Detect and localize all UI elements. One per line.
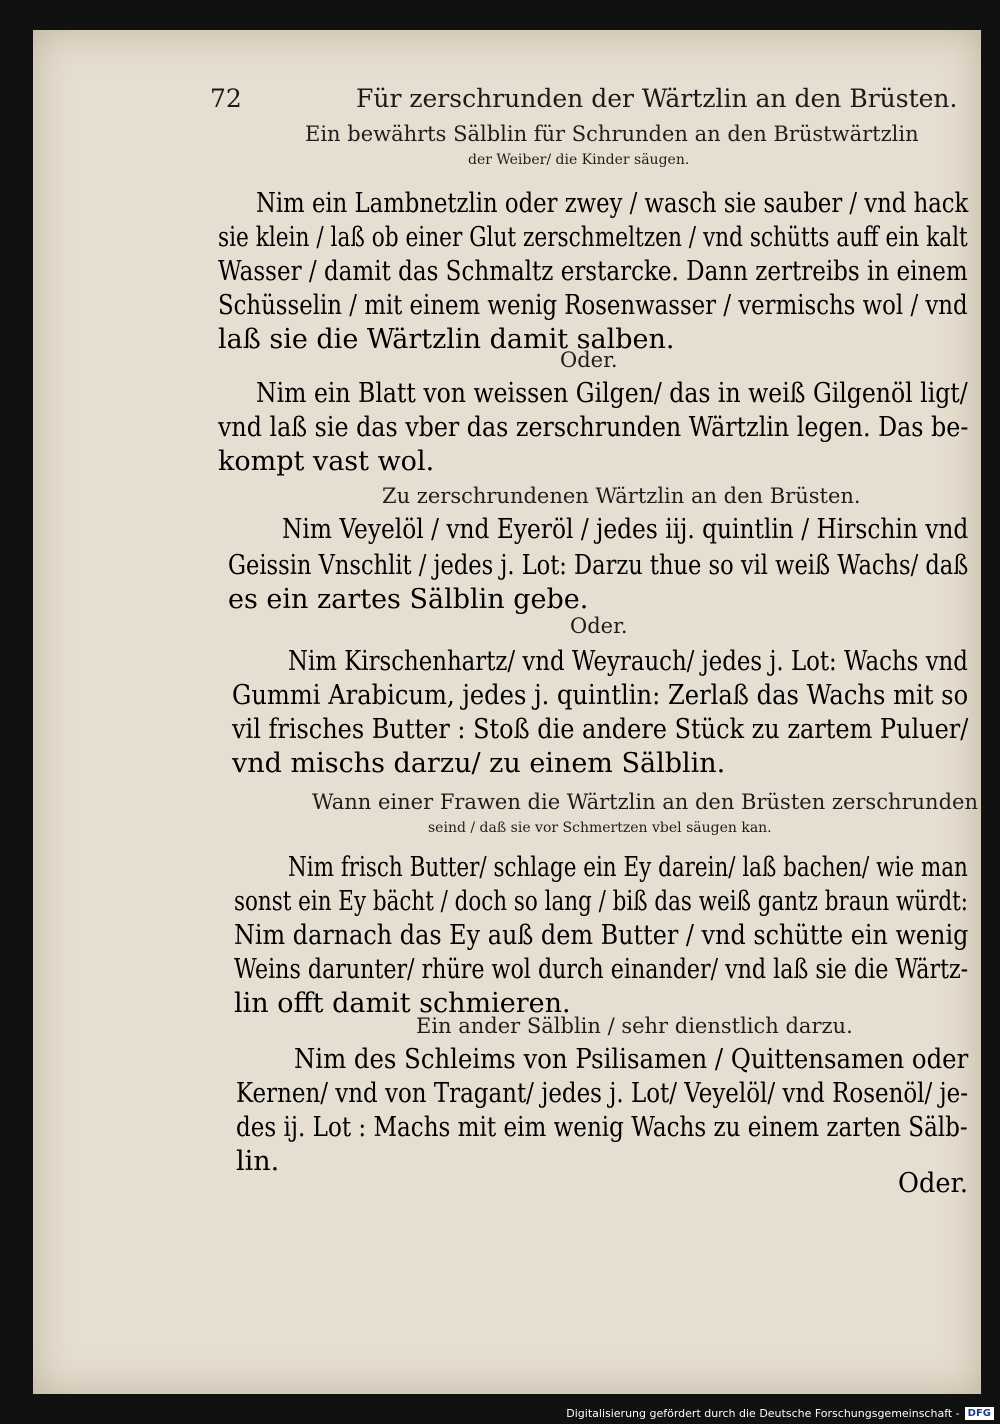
text-line: Nim des Schleims von Psilisamen / Quittensamen oder (294, 1044, 969, 1075)
text-line: Nim ein Lambnetzlin oder zwey / wasch sie sauber / vnd hack (256, 188, 969, 219)
text-line: es ein zartes Sälblin gebe. (228, 584, 589, 615)
text-line: Weins darunter/ rhüre wol durch einander/ vnd laß sie die Wärtz- (234, 954, 969, 985)
text-line: Gummi Arabicum, jedes j. quintlin: Zerlaß das Wachs mit so (232, 680, 969, 711)
text-line: vnd mischs darzu/ zu einem Sälblin. (232, 748, 726, 779)
text-line: vil frisches Butter : Stoß die andere Stück zu zartem Puluer/ (232, 714, 969, 745)
text-line: laß sie die Wärtzlin damit salben. (218, 324, 675, 355)
text-line: kompt vast wol. (218, 446, 435, 477)
text-line: Nim frisch Butter/ schlage ein Ey darein/ laß bachen/ wie man (288, 852, 968, 883)
text-line: sonst ein Ey bächt / doch so lang / biß das weiß gantz braun würdt: (234, 886, 968, 917)
text-line: Nim ein Blatt von weissen Gilgen/ das in weiß Gilgenöl ligt/ (256, 378, 968, 409)
text-line: des ij. Lot : Machs mit eim wenig Wachs zu einem zarten Sälb- (236, 1112, 968, 1143)
footer-text: Digitalisierung gefördert durch die Deutsche Forschungsgemeinschaft - (566, 1407, 960, 1420)
section-heading: Ein ander Sälblin / sehr dienstlich darzu. (416, 1014, 853, 1038)
page-number: 72 (210, 84, 242, 113)
text-line: Geissin Vnschlit / jedes j. Lot: Darzu thue so vil weiß Wachs/ daß (228, 550, 969, 581)
text-line: Nim Kirschenhartz/ vnd Weyrauch/ jedes j. Lot: Wachs vnd (288, 646, 968, 677)
text-line: vnd laß sie das vber das zerschrunden Wärtzlin legen. Das be- (218, 412, 969, 443)
dfg-logo: DFG (965, 1407, 994, 1420)
section-heading: Ein bewährts Sälblin für Schrunden an den Brüstwärtzlin (305, 122, 919, 146)
text-line: lin offt damit schmieren. (234, 988, 571, 1019)
text-line: sie klein / laß ob einer Glut zerschmeltzen / vnd schütts auff ein kalt (218, 222, 968, 253)
text-line: Nim Veyelöl / vnd Eyeröl / jedes iij. quintlin / Hirschin vnd (282, 514, 969, 545)
text-line: Oder. (898, 1168, 969, 1199)
text-line: Schüsselin / mit einem wenig Rosenwasser / vermischs wol / vnd (218, 290, 968, 321)
digitization-footer (566, 1407, 994, 1420)
section-heading: Zu zerschrundenen Wärtzlin an den Brüsten. (382, 484, 861, 508)
running-head: Für zerschrunden der Wärtzlin an den Brüsten. (356, 84, 958, 113)
section-heading: Oder. (560, 348, 618, 372)
section-subheading: seind / daß sie vor Schmertzen vbel säugen kan. (428, 820, 772, 836)
section-subheading: der Weiber/ die Kinder säugen. (468, 152, 690, 168)
section-heading: Oder. (570, 614, 628, 638)
text-line: Wasser / damit das Schmaltz erstarcke. Dann zertreibs in einem (218, 256, 968, 287)
text-line: lin. (236, 1146, 280, 1177)
section-heading: Wann einer Frawen die Wärtzlin an den Brüsten zerschrunden (312, 790, 978, 814)
text-line: Nim darnach das Ey auß dem Butter / vnd schütte ein wenig (234, 920, 969, 951)
text-line: Kernen/ vnd von Tragant/ jedes j. Lot/ Veyelöl/ vnd Rosenöl/ je- (236, 1078, 968, 1109)
